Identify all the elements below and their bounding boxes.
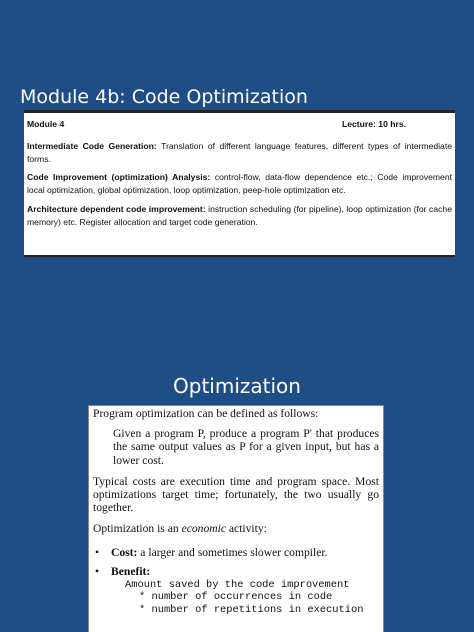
- slide-title-module: Module 4b: Code Optimization: [20, 86, 308, 108]
- economic-suffix: activity:: [226, 522, 267, 536]
- benefit-detail: [111, 579, 379, 616]
- slide-title-optimization: Optimization: [173, 374, 301, 398]
- syllabus-item-heading: Intermediate Code Generation:: [27, 140, 157, 151]
- definition-text: Given a program P, produce a program P' that produces the same output values as P for a given input, but has a lower cost.: [113, 427, 379, 467]
- economic-text: [93, 522, 379, 535]
- benefit-line: Amount saved by the code improvement: [125, 579, 350, 592]
- module-syllabus-card: [24, 110, 455, 257]
- syllabus-item: [27, 140, 452, 166]
- list-item-benefit: [93, 565, 379, 616]
- benefit-label: Benefit:: [111, 564, 151, 578]
- syllabus-item-text: control-flow, data-flow dependence etc.; Code improvement local optimization, global optimization, loop optimization, peep-hole optimization etc.: [27, 172, 452, 196]
- optimization-text-card: [88, 405, 384, 632]
- syllabus-item-text: instruction scheduling (for pipeline), loop optimization (for cache memory) etc. Register allocation and target code generation.: [27, 203, 452, 227]
- economic-prefix: Optimization is an: [93, 522, 182, 536]
- cost-text: a larger and sometimes slower compiler.: [137, 545, 328, 559]
- cost-benefit-list: [93, 546, 379, 617]
- syllabus-item-heading: Architecture dependent code improvement:: [27, 203, 206, 214]
- list-item-cost: [93, 546, 379, 559]
- costs-text: Typical costs are execution time and program space. Most optimizations target time; fortunately, the two usually go together.: [93, 474, 379, 515]
- economic-word: economic: [181, 522, 226, 536]
- lecture-hours: Lecture: 10 hrs.: [342, 119, 406, 129]
- bullet-icon: •: [95, 545, 100, 559]
- module-label: Module 4: [27, 119, 65, 129]
- benefit-line: * number of repetitions in execution: [139, 603, 364, 616]
- syllabus-item: [27, 171, 452, 197]
- intro-text: Program optimization can be defined as follows:: [93, 407, 319, 420]
- cost-label: Cost:: [111, 545, 138, 559]
- bullet-icon: •: [95, 564, 100, 578]
- syllabus-item-text: Translation of different language features, different types of intermediate forms.: [27, 140, 453, 164]
- benefit-line: * number of occurrences in code: [139, 591, 333, 604]
- syllabus-item-heading: Code Improvement (optimization) Analysis:: [27, 172, 211, 183]
- module-header: [27, 118, 452, 131]
- syllabus-item: [27, 203, 452, 229]
